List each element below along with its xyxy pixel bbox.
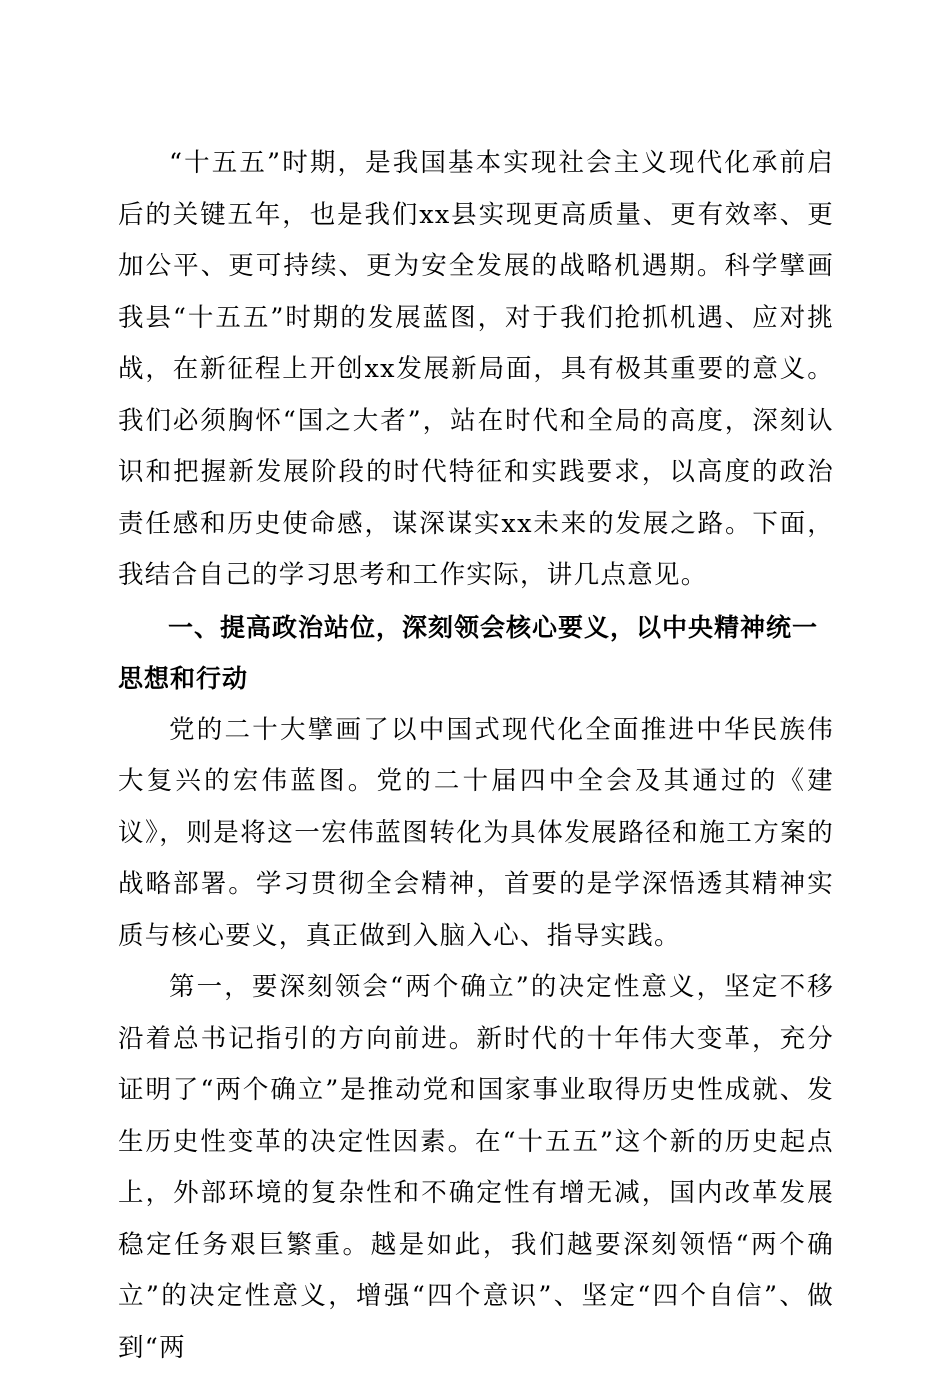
document-body: [118, 138, 834, 1374]
section-heading: 一、提高政治站位，深刻领会核心要义，以中央精神统一思想和行动: [118, 612, 819, 693]
section-body-paragraph: 党的二十大擘画了以中国式现代化全面推进中华民族伟大复兴的宏伟蓝图。党的二十届四中全会及其通过的《建议》，则是将这一宏伟蓝图转化为具体发展路径和施工方案的战略部署。学习贯彻全会精神，首要的是学深悟透其精神实质与核心要义，真正做到入脑入心、指导实践。: [118, 714, 834, 951]
intro-paragraph: “十五五”时期，是我国基本实现社会主义现代化承前启后的关键五年，也是我们xx县实现更高质量、更有效率、更加公平、更可持续、更为安全发展的战略机遇期。科学擘画我县“十五五”时期的发展蓝图，对于我们抢抓机遇、应对挑战，在新征程上开创xx发展新局面，具有极其重要的意义。我们必须胸怀“国之大者”，站在时代和全局的高度，深刻认识和把握新发展阶段的时代特征和实践要求，以高度的政治责任感和历史使命感，谋深谋实xx未来的发展之路。下面，我结合自己的学习思考和工作实际，讲几点意见。: [118, 148, 834, 590]
point-paragraph: 第一，要深刻领会“两个确立”的决定性意义，坚定不移沿着总书记指引的方向前进。新时代的十年伟大变革，充分证明了“两个确立”是推动党和国家事业取得历史性成就、发生历史性变革的决定性因素。在“十五五”这个新的历史起点上，外部环境的复杂性和不确定性有增无减，国内改革发展稳定任务艰巨繁重。越是如此，我们越要深刻领悟“两个确立”的决定性意义，增强“四个意识”、坚定“四个自信”、做到“两: [118, 972, 834, 1363]
